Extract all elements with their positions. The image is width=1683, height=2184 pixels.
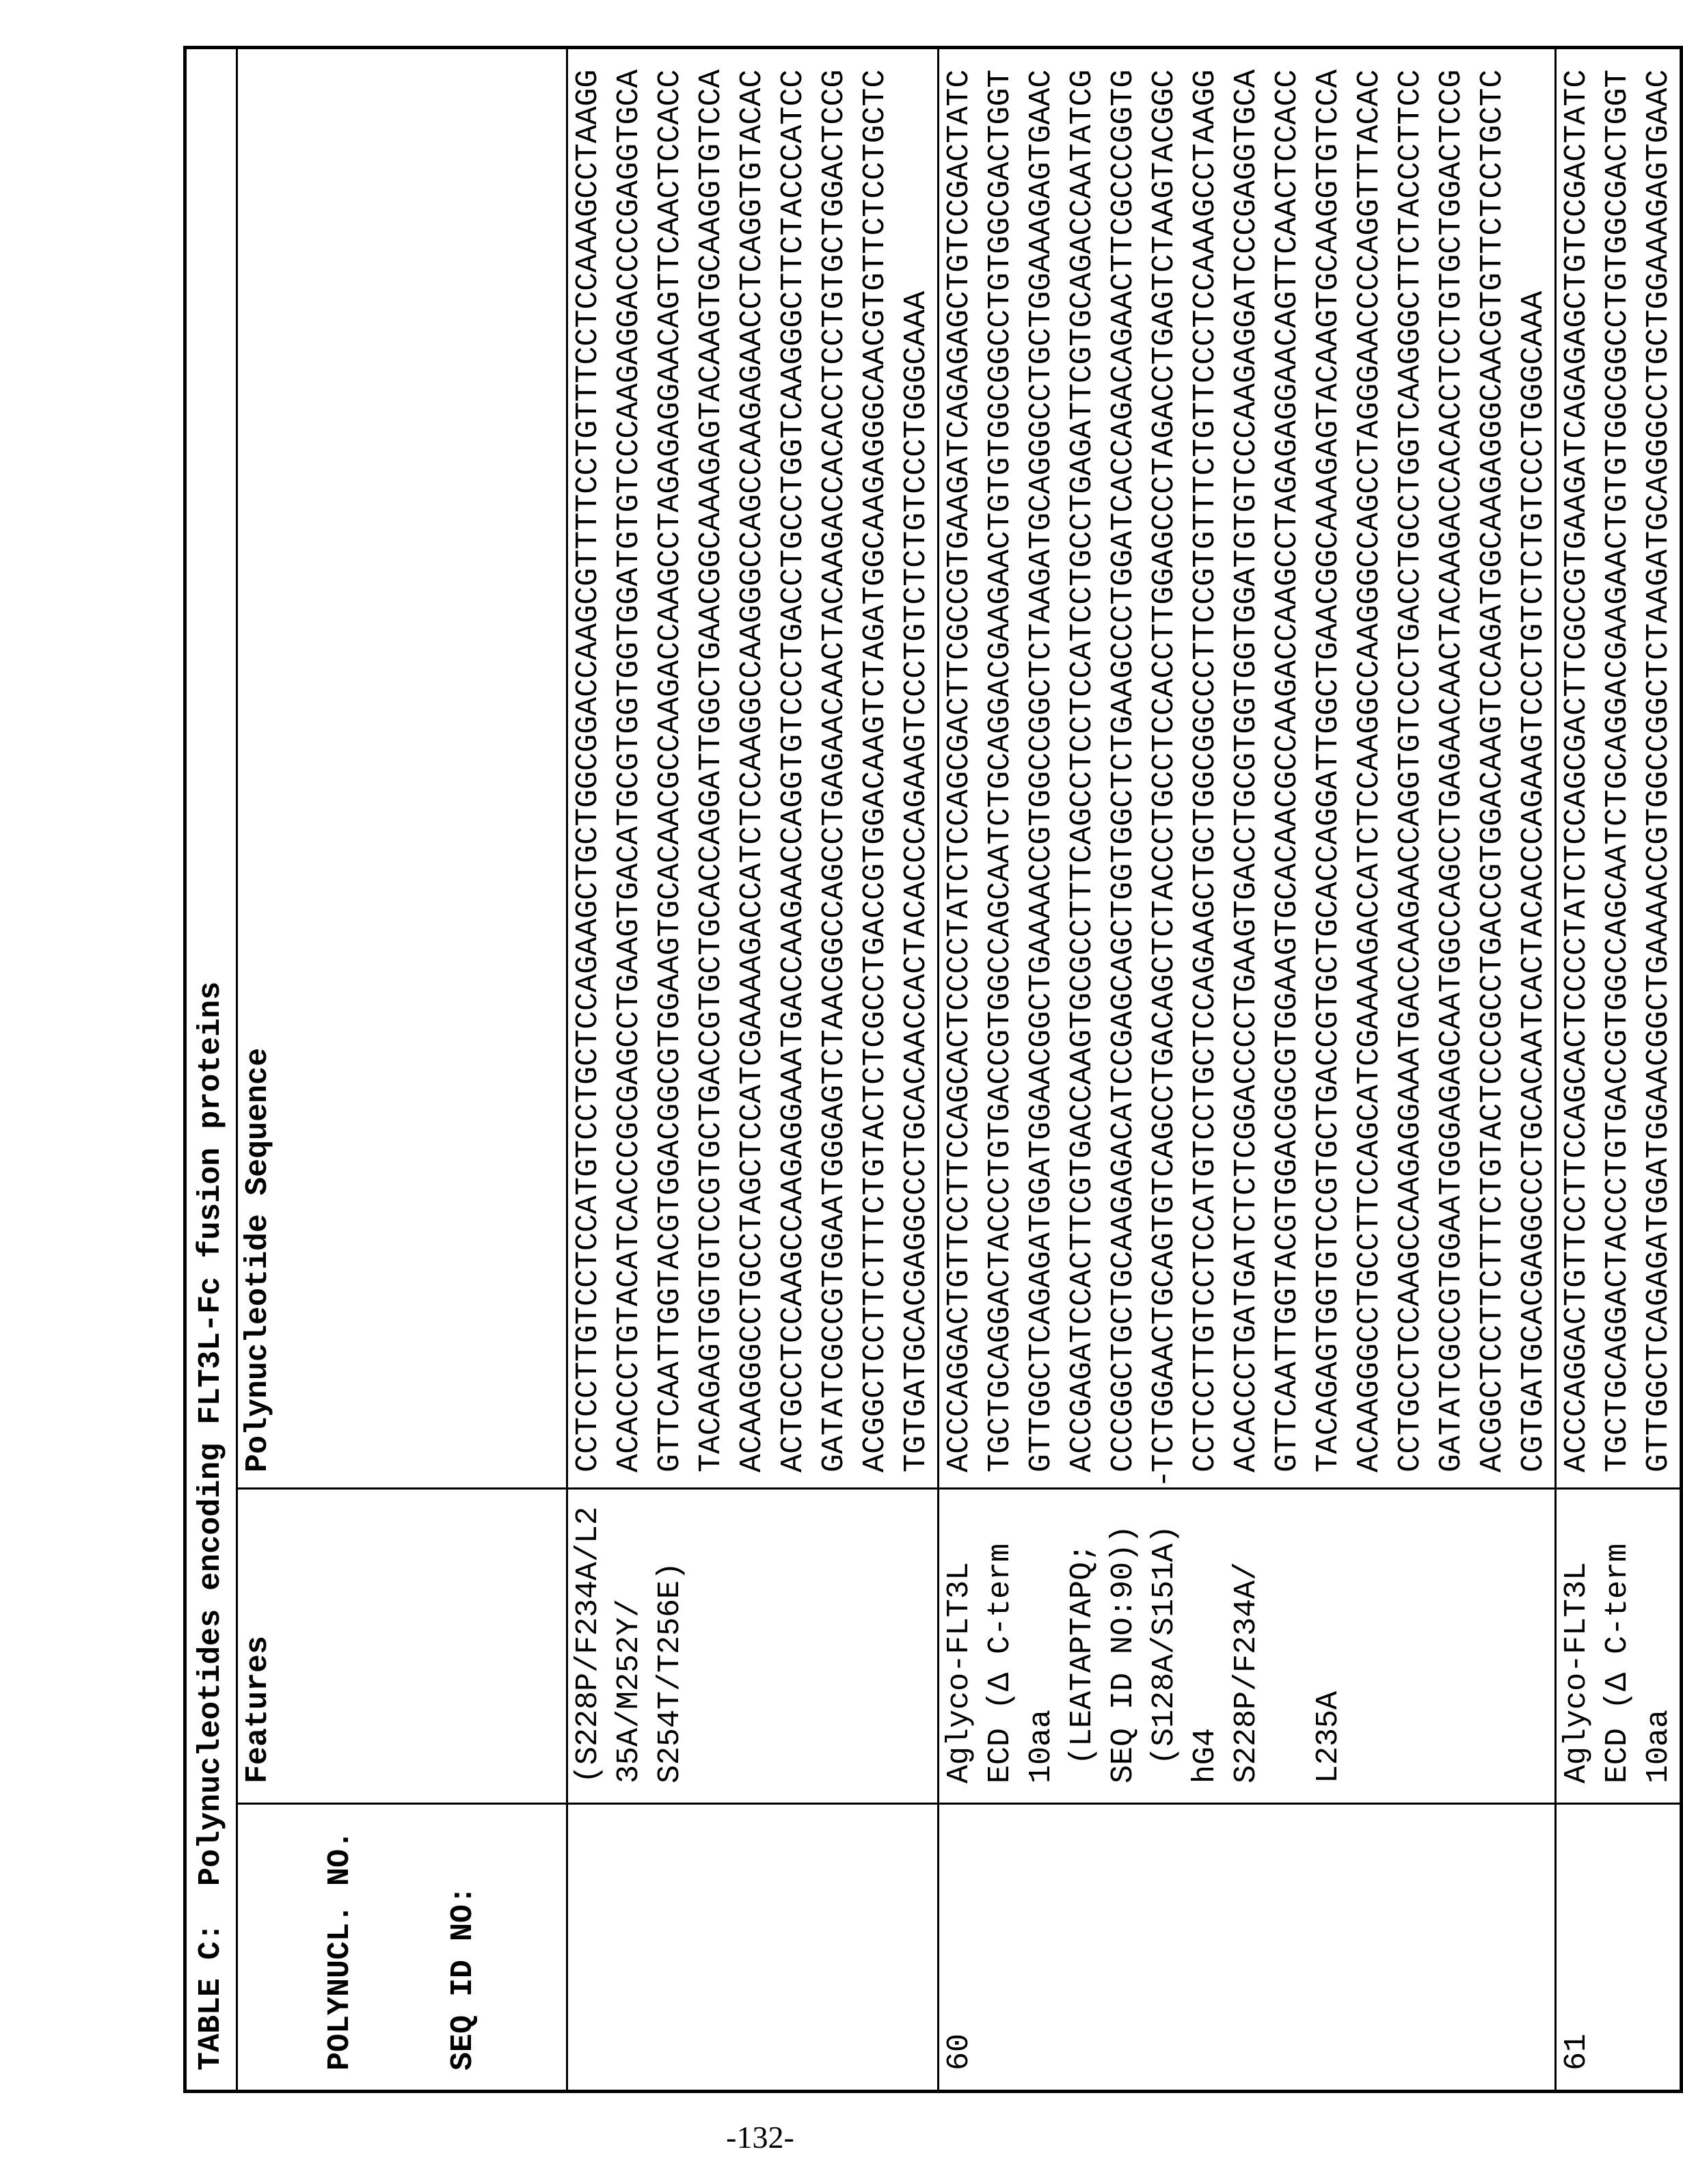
feature-line xyxy=(1267,1489,1308,1783)
sequence-line: GATATCGCCGTGGAATGGGAGAGCAATGGCCAGCCTGAGAACAACTACAAGACCACACCTCCTGTGCTGGACTCCG xyxy=(1431,49,1472,1472)
sequence-cell xyxy=(567,47,939,1488)
sequence-line: TGCTGCAGGACTACCCTGTGACCGTGGCCAGCAATCTGCAGGACGAAGAACTGTGTGGCGGCCTGTGGCGACTGGT xyxy=(980,49,1021,1472)
feature-line: (S128A/S151A) - xyxy=(1144,1489,1185,1783)
feature-line: 10aa xyxy=(1021,1489,1062,1783)
sequence-line: TGTGATGCACGAGGCCCTGCACAACCACTACACCCAGAAGTCCCTGTCTCTGTCCCTGGGCAAA xyxy=(896,49,937,1472)
sequence-line: CCTCCTTGTCCTCCATGTCCTGCTCCAGAAGCTGCTGGCGGCCCTTCCGTGTTTCTGTTCCCTCCAAAGCCTAAGG xyxy=(1185,49,1226,1472)
sequence-line: GATATCGCCGTGGAATGGGAGTCTAACGGCCAGCCTGAGAACAACTACAAGACCACACCTCCTGTGCTGGACTCCG xyxy=(814,49,855,1472)
sequence-line: TGCTGCAGGACTACCCTGTGACCGTGGCCAGCAATCTGCAGGACGAAGAACTGTGTGGCGGCCTGTGGCGACTGGT xyxy=(1598,49,1639,1472)
sequence-line: GTTCAATTGGTACGTGGACGGCGTGGAAGTGCACAACGCCAAGACCAAGCCTAGAGAGGAACAGTTCAACTCCACC xyxy=(650,49,691,1472)
features-cell xyxy=(939,1489,1556,1804)
sequence-line: ACACCCTGTACATCACCCGCGAGCCTGAAGTGACATGCGTGGTGGTGGATGTGTCCCAAGAGGACCCCGAGGTGCA xyxy=(609,49,650,1472)
feature-line: S254T/T256E) xyxy=(650,1489,691,1783)
feature-line: Aglyco-FLT3L xyxy=(939,1489,980,1783)
table-row xyxy=(939,47,1556,2091)
sequence-cell xyxy=(939,47,1556,1488)
sequence-line: CCTCCTTGTCCTCCATGTCCTGCTCCAGAAGCTGCTGGCGGACCAAGCGTTTTCCTGTTTCCTCCAAAGCCTAAGG xyxy=(568,49,609,1472)
feature-line: Aglyco-FLT3L xyxy=(1557,1489,1598,1783)
feature-line: hG4 xyxy=(1185,1489,1226,1783)
sequence-line: ACAAGGGCCTGCCTTCCAGCATCGAAAAGACCATCTCCAAGGCCAAGGGCCAGCCTAGGGAACCCCAGGTTTACAC xyxy=(1349,49,1390,1472)
sequence-line: CGTGATGCACGAGGCCCTGCACAATCACTACACCCAGAAGTCCCTGTCTCTGTCCCTGGGCAAA xyxy=(1513,49,1554,1472)
feature-line: (LEATAPTAPQ; xyxy=(1062,1489,1103,1783)
table-row xyxy=(567,47,939,2091)
sequence-line: GTTGGCTCAGAGATGGATGGAACGGCTGAAAACCGTGGCCGGCTCTAAGATGCAGGGCCTGCTGGAAAGAGTGAAC xyxy=(1639,49,1680,1472)
feature-line: ECD (Δ C-term xyxy=(1598,1489,1639,1783)
feature-line: (S228P/F234A/L2 xyxy=(568,1489,609,1783)
sequence-line: ACCGAGATCCACTTCGTGACCAAGTGCGCCTTTCAGCCTCCTCCATCCTGCCTGAGATTCGTGCAGACCAATATCG xyxy=(1062,49,1103,1472)
sequence-line: GTTCAATTGGTACGTGGACGGCGTGGAAGTGCACAACGCCAAGACCAAGCCTAGAGAGGAACAGTTCAACTCCACC xyxy=(1267,49,1308,1472)
sequence-line: TACAGAGTGGTGTCCGTGCTGACCGTGCTGCACCAGGATTGGCTGAACGGCAAAGAGTACAAGTGCAAGGTGTCCA xyxy=(691,49,732,1472)
table-header-row xyxy=(237,47,567,2091)
sequence-line: ACGGCTCCTTCTTTCTGTACTCCCGCCTGACCGTGGACAAGTCCAGATGGCAAGAGGGCAACGTGTTCTCCTGCTC xyxy=(1472,49,1513,1472)
feature-line: 35A/M252Y/ xyxy=(609,1489,650,1783)
page-number: -132- xyxy=(0,2119,1520,2155)
table-row xyxy=(1556,47,1682,2091)
feature-line: SEQ ID NO:90)) xyxy=(1103,1489,1144,1783)
feature-line: 10aa xyxy=(1639,1489,1680,1783)
sequence-line: ACAAGGGCCTGCCTAGCTCCATCGAAAAGACCATCTCCAAGGCCAAGGGCCAGCCAAGAGAACCTCAGGTGTACAC xyxy=(732,49,773,1472)
sequence-line: CCTGCCTCCAAGCCAAGAGGAAATGACCAAGAACCAGGTGTCCCTGACCTGCCTGGTCAAGGGCTTCTACCCTTCC xyxy=(1390,49,1431,1472)
seq-id-cell xyxy=(567,1804,939,2092)
header-polynucl-no xyxy=(237,1804,567,2092)
features-cell xyxy=(1556,1489,1682,1804)
sequence-line: ACGGCTCCTTCTTTCTGTACTCTCGCCTGACCGTGGACAAGTCTAGATGGCAAGAGGGCAACGTGTTCTCCTGCTC xyxy=(855,49,896,1472)
rotated-table xyxy=(183,49,1425,2093)
sequence-line: GTTGGCTCAGAGATGGATGGAACGGCTGAAAACCGTGGCCGGCTCTAAGATGCAGGGCCTGCTGGAAAGAGTGAAC xyxy=(1021,49,1062,1472)
feature-line: L235A xyxy=(1308,1489,1349,1783)
feature-line: ECD (Δ C-term xyxy=(980,1489,1021,1783)
seq-id-cell: 61 xyxy=(1556,1804,1682,2092)
header-polynucl-line: POLYNUCL. NO. xyxy=(320,1805,361,2071)
header-seq-id-line: SEQ ID NO: xyxy=(443,1805,484,2071)
table-title-row xyxy=(185,47,237,2091)
polynucleotide-table xyxy=(183,46,1683,2093)
sequence-line: TCTGGAACTGCAGTGTCAGCCTGACAGCTCTACCCTGCCTCCACCTTGGAGCCCTAGACCTGAGTCTAAGTACGGC xyxy=(1144,49,1185,1472)
sequence-line: ACTGCCTCCAAGCCAAGAGGAAATGACCAAGAACCAGGTGTCCCTGACCTGCCTGGTCAAGGGCTTCTACCCATCC xyxy=(773,49,814,1472)
feature-line: S228P/F234A/ xyxy=(1226,1489,1267,1783)
header-sequence: Polynucleotide Sequence xyxy=(237,47,567,1488)
table-title: TABLE C: Polynucleotides encoding FLT3L-Fc fusion proteins xyxy=(185,47,237,2091)
sequence-line: ACCCAGGACTGTTCCTTCCAGCACTCCCCTATCTCCAGCGACTTCGCCGTGAAGATCAGAGAGCTGTCCGACTATC xyxy=(939,49,980,1472)
sequence-line: ACCCAGGACTGTTCCTTCCAGCACTCCCCTATCTCCAGCGACTTCGCCGTGAAGATCAGAGAGCTGTCCGACTATC xyxy=(1557,49,1598,1472)
sequence-line: ACACCCTGATGATCTCTCGGACCCCTGAAGTGACCTGCGTGGTGGTGGATGTGTCCCAAGAGGATCCCGAGGTGCA xyxy=(1226,49,1267,1472)
header-features: Features xyxy=(237,1489,567,1804)
sequence-line: TACAGAGTGGTGTCCGTGCTGACCGTGCTGCACCAGGATTGGCTGAACGGCAAAGAGTACAAGTGCAAGGTGTCCA xyxy=(1308,49,1349,1472)
sequence-line: CCCGGCTGCTGCAAGAGACATCCGAGCAGCTGGTGGCTCTGAAGCCCTGGATCACCAGACAGAACTTCGCCCGGTG xyxy=(1103,49,1144,1472)
sequence-cell xyxy=(1556,47,1682,1488)
seq-id-cell: 60 xyxy=(939,1804,1556,2092)
features-cell xyxy=(567,1489,939,1804)
